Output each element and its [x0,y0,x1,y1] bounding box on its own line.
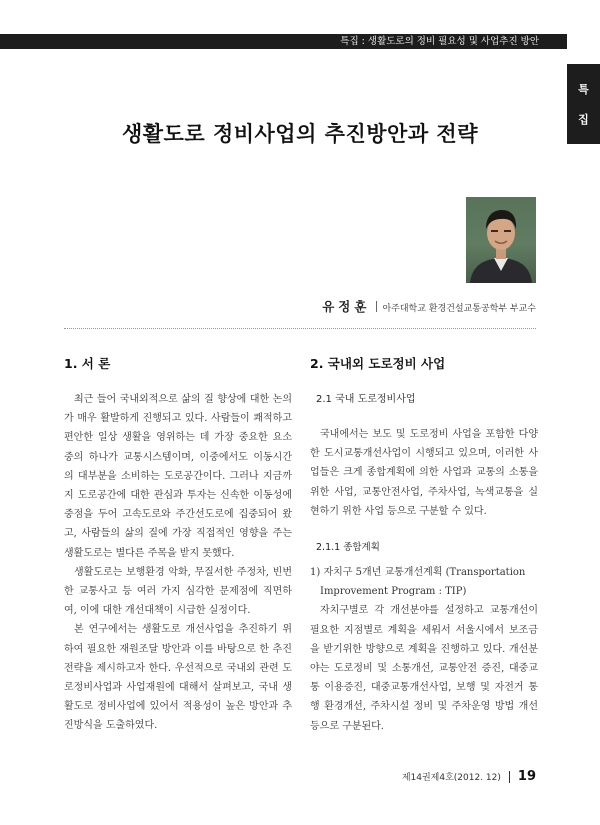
subsection-heading: 2.1 국내 도로정비사업 [316,394,416,405]
item-title-line-1: 1) 자치구 5개년 교통개선계획 (Transportation [310,567,526,579]
running-header [0,34,567,49]
side-tab-char-1: 특 [578,83,589,96]
subsubsection-heading: 2.1.1 종합계획 [316,542,380,554]
intro-paragraph-2: 생활도로는 보행환경 악화, 무질서한 주정차, 빈번한 교통사고 등 여러 가지 심각한 문제점에 직면하여, 이에 대한 개선대책이 시급한 실정이다. [64,566,292,617]
author-divider [376,301,377,312]
page-number: 19 [517,769,536,784]
author-portrait-image [466,197,536,283]
right-column [310,354,538,736]
subsection-paragraph: 국내에서는 보도 및 도로정비 사업을 포함한 다양한 도시교통개선사업이 시행되고 있으며, 이러한 사업들은 크게 종합계획에 의한 사업과 교통의 소통을 위한 사업, 교통안전사업, 주차사업, 녹색교통을 실현하기 위한 사업 등으로 구분할 수 있다. [310,429,538,517]
side-tab-char-2: 집 [578,113,589,126]
item-paragraph: 자치구별로 각 개선분야를 설정하고 교통개선이 필요한 지점별로 계획을 세워서 서울시에서 보조금을 받기위한 방향으로 계획을 진행하고 있다. 개선분야는 도로정비 및 소통개선, 교통안전 증진, 대중교통 이용증진, 대중교통개선사업, 보행 및 자전거 통행 환경개선, 주차시설 정비 및 주차운영 방법 개선 등으로 구분된다. [310,605,538,732]
author-photo [466,197,536,283]
journal-issue: 제14권제4호(2012. 12) [401,773,501,783]
section-heading-introduction: 1. 서 론 [64,356,111,371]
page-footer [0,766,536,785]
section-heading-road-projects: 2. 국내외 도로정비 사업 [310,356,446,371]
intro-paragraph-1: 최근 들어 국내외적으로 삶의 질 향상에 대한 논의가 매우 활발하게 진행되고 있다. 사람들이 쾌적하고 편안한 일상 생활을 영위하는 데 가장 중요한 요소 중의 하나가 교통시스템이며, 이중에서도 이동시간의 대부분을 소비하는 도로공간이다. 그러나 지금까지 도로공간에 대한 관심과 투자는 신속한 이동성에 중점을 두어 고속도로와 주간선도로에 집중되어 왔고, 사람들의 삶의 질에 가장 직접적인 영향을 주는 생활도로는 별다른 주목을 받지 못했다. [64,394,292,559]
running-title: 특집 : 생활도로의 정비 필요성 및 사업추진 방안 [340,36,539,47]
author-name: 유정훈 [322,299,371,314]
item-title-line-2: Improvement Program : TIP) [320,586,467,598]
footer-divider [509,771,510,783]
byline-separator [64,328,536,329]
intro-paragraph-3: 본 연구에서는 생활도로 개선사업을 추진하기 위하여 필요한 재원조달 방안과 이를 바탕으로 한 추진전략을 제시하고자 한다. 우선적으로 국내외 관련 도로정비사업과 사업재원에 대해서 살펴보고, 국내 생활도로 정비사업에 있어서 적용성이 높은 방안과 추진방식을 도출하였다. [64,624,292,732]
author-affiliation: 아주대학교 환경건설교통공학부 부교수 [382,304,536,314]
article-title: 생활도로 정비사업의 추진방안과 전략 [121,122,478,146]
left-column [64,354,292,736]
author-byline [0,296,536,315]
